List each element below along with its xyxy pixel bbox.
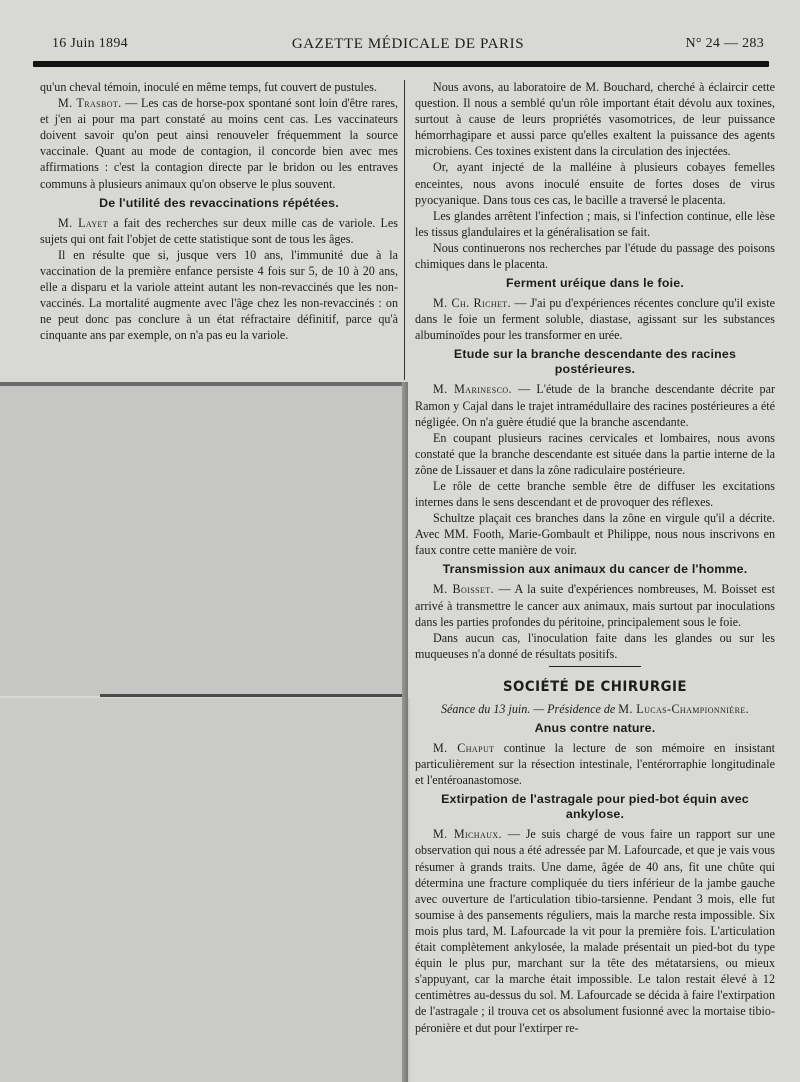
paragraph-text: a fait des recherches sur deux mille cas de variole. Les sujets qui ont fait l'objet de cette statistique sont de tous les âges. [40, 215, 399, 246]
paragraph [415, 740, 775, 788]
paragraph [40, 95, 398, 192]
paragraph [415, 295, 775, 343]
paragraph-text: — Je suis chargé de vous faire un rapport sur une observation qui nous a été adressée par M. Lafourcade, et que je vais vous résumer à grands traits. Une dame, âgée de 40 ans, fit une chûte qui détermina une fracture compliquée du tiers inférieur de la jambe gauche avec ouverture de l'articulation tibio-tarsienne. Pendant 3 mois, elle fut soumise à des pansements réguliers, mais la marche resta impossible. Six mois plus tard, M. Lafourcade la vit pour la première fois. L'articulation était complètement ankylosée, la malade présentait un pied-bot du type équin le plus pur, marchant sur la tête des métatarsiens, ou mieux s'appuyant, car la marche était impossible. Le talon restait élevé à 12 centimètres au-dessus du sol. M. Lafourcade se décida à faire l'extirpation de l'astragale ; il trouva cet os absolument fusionné avec la mortaise tibio-péronière et dut pour l'extirper re- [415, 827, 775, 1035]
header-page-number: N° 24 — 283 [685, 36, 764, 51]
speaker-name: M. Boisset. [433, 582, 494, 597]
section-title: SOCIÉTÉ DE CHIRURGIE [502, 678, 688, 695]
speaker-name: M. Michaux. [433, 827, 502, 842]
paper-crease [100, 694, 406, 697]
paragraph [415, 381, 775, 429]
paragraph-text: Nous avons, au laboratoire de M. Bouchard, cherché à éclaircir cette question. Il nous a semblé qu'un rôle important était dévolu aux toxines, surtout à cause de leurs propriétés vasomotrices, de leur puissance hémorrhagipare et aussi parce qu'elles exaltent la puissance des agents microbiens. Ces toxines existent dans la circulation des injectées. [415, 80, 775, 159]
subheading: Extirpation de l'astragale pour pied-bot équin avec ankylose. [441, 792, 749, 822]
paragraph-text: Or, ayant injecté de la malléine à plusieurs cobayes femelles enceintes, nous avons inoculé ensuite de fortes doses de virus pyocyanique. Dans tous ces cas, le bacille a traversé le placenta. [415, 160, 775, 207]
page-header [52, 36, 764, 56]
paragraph [40, 79, 398, 95]
header-date: 16 Juin 1894 [52, 36, 128, 51]
subheading: Transmission aux animaux du cancer de l'homme. [442, 562, 748, 577]
header-title: GAZETTE MÉDICALE DE PARIS [291, 36, 525, 52]
paragraph [40, 247, 398, 344]
subheading: Etude sur la branche descendante des racines postérieures. [453, 347, 737, 377]
paragraph [415, 510, 775, 558]
paragraph [40, 215, 398, 247]
paragraph [415, 208, 775, 240]
paragraph [415, 630, 775, 662]
paragraph [415, 240, 775, 272]
torn-edge [402, 382, 408, 1082]
paragraph-text: Le rôle de cette branche semble être de diffuser les excitations internes dans le sens descendant et de provoquer des réflexes. [415, 478, 775, 510]
blank-paper-area-lower [0, 698, 410, 1082]
paragraph-text: — A la suite d'expériences nombreuses, M. Boisset est arrivé à transmettre le cancer aux animaux, mais surtout par inoculations dans les parties profondes du péritoine, principalement sous le foie. [415, 582, 775, 629]
subheading: Anus contre nature. [534, 721, 656, 736]
speaker-name: M. Trasbot. [58, 96, 122, 111]
session-line [415, 701, 775, 717]
paragraph-text: Nous continuerons nos recherches par l'étude du passage des poisons chimiques dans le placenta. [415, 240, 775, 272]
subheading: De l'utilité des revaccinations répétées. [99, 195, 339, 210]
paragraph-text: — Les cas de horse-pox spontané sont loin d'être rares, et j'en ai pour ma part constaté au moins cent cas. Les vaccinateurs doivent savoir qu'on peut ainsi renouveler fréquemment la source vaccinale. Quant au mode de contagion, il concorde bien avec mes affirmations : c'est la contagion directe par le bridon ou les entraves communs à plusieurs animaux qu'on observe le plus souvent. [40, 96, 398, 191]
header-rule [33, 61, 769, 67]
paragraph [415, 159, 775, 207]
president-name: M. Lucas-Championnière. [618, 702, 750, 716]
paragraph-text: Schultze plaçait ces branches dans la zône en virgule qu'il a décrite. Avec MM. Footh, Marie-Gombault et Philippe, nous nous inscrivons en faux contre cette manière de voir. [415, 511, 775, 558]
speaker-name: M. Marinesco. [433, 382, 512, 397]
paragraph-text: — J'ai pu d'expériences récentes conclure qu'il existe dans le foie un ferment soluble, diastase, agissant sur les substances albuminoïdes pour les transformer en urée. [415, 296, 775, 343]
column-divider [404, 80, 405, 380]
subheading: Ferment uréique dans le foie. [506, 276, 684, 291]
speaker-name: M. Layet [58, 215, 109, 230]
left-column [40, 79, 398, 343]
paragraph-text: En coupant plusieurs racines cervicales et lombaires, nous avons constaté que la branche descendante est située dans la partie interne de la zône de Lissauer et dans la zône radiculaire postérieure. [415, 430, 775, 477]
paragraph-text: Dans aucun cas, l'inoculation faite dans les glandes ou sur les muqueuses n'a donné de résultats positifs. [415, 630, 775, 661]
paragraph [415, 79, 775, 159]
blank-paper-area-upper [0, 386, 408, 696]
paragraph [415, 581, 775, 629]
paragraph [415, 826, 775, 1035]
speaker-name: M. Ch. Richet. [433, 296, 511, 311]
speaker-name: M. Chaput [433, 741, 495, 756]
paragraph-text: Les glandes arrêtent l'infection ; mais, si l'infection continue, elle lèse les tissus glandulaires et la généralisation se fait. [415, 208, 775, 239]
right-column [415, 79, 775, 1036]
paragraph [415, 478, 775, 510]
section-divider [549, 666, 641, 667]
paragraph-text: continue la lecture de son mémoire en insistant particulièrement sur la résection intestinale, l'entérorraphie longitudinale et l'entéroanastomose. [415, 741, 775, 788]
paragraph-text: Il en résulte que si, jusque vers 10 ans, l'immunité due à la vaccination de la première enfance persiste 4 fois sur 5, de 10 à 20 ans, elle a disparu et la variole atteint autant les non-revaccinés que les non-vaccinés. La mortalité augmente avec l'âge chez les non-revaccinés : on ne peut donc pas conclure à un état réfractaire définitif, parce qu'à cinquante ans par exemple, on n'a pas eu la variole. [40, 247, 398, 343]
paragraph-text: — L'étude de la branche descendante décrite par Ramon y Cajal dans le trajet intramédullaire des racines postérieures a été négligée. On n'a guère étudié que la branche ascendante. [415, 382, 776, 429]
paragraph-text: qu'un cheval témoin, inoculé en même temps, fut couvert de pustules. [40, 80, 378, 94]
session-text: Séance du 13 juin. — Présidence de [440, 702, 619, 716]
paragraph [415, 430, 775, 478]
